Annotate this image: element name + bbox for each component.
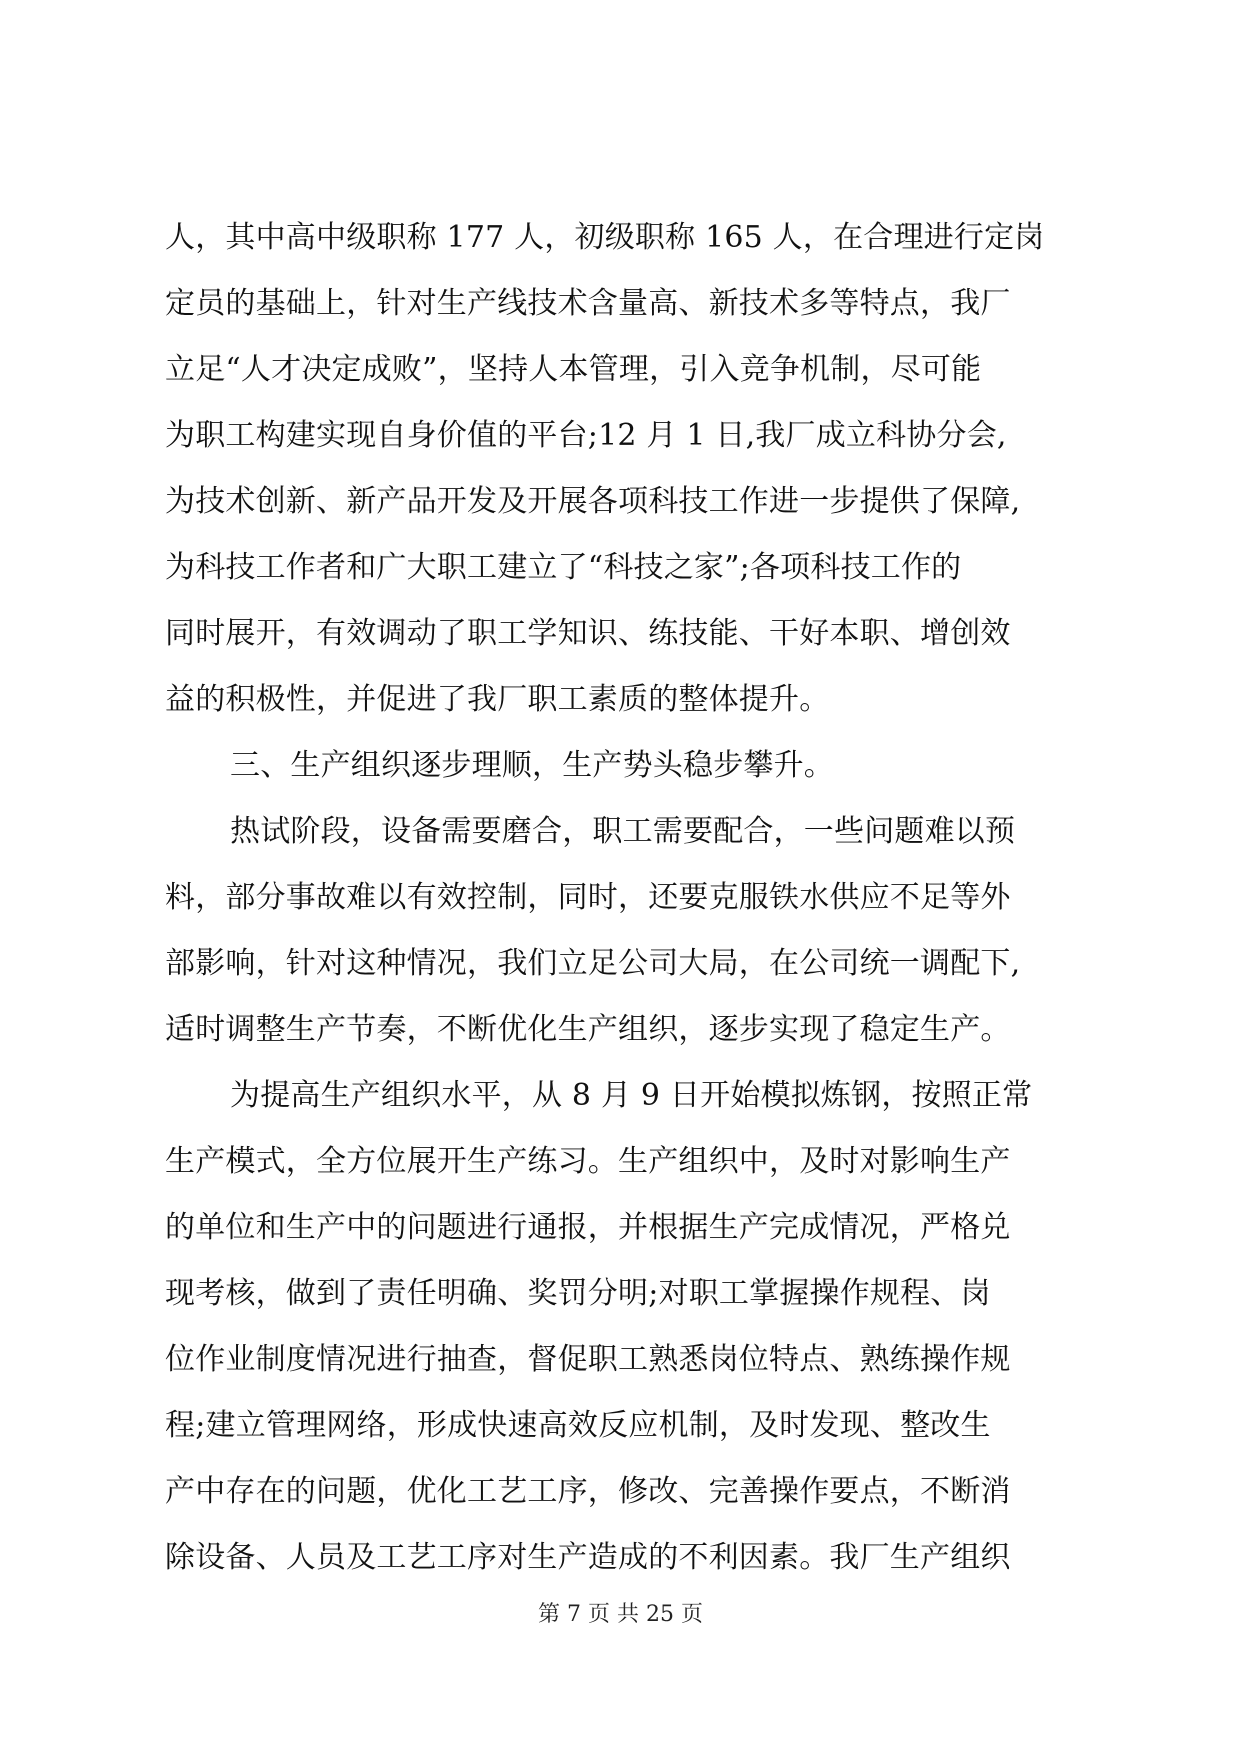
section-heading: 三、生产组织逐步理顺，生产势头稳步攀升。 <box>230 748 834 783</box>
text-line: 程;建立管理网络，形成快速高效反应机制，及时发现、整改生 <box>165 1408 991 1443</box>
text-line: 为技术创新、新产品开发及开展各项科技工作进一步提供了保障, <box>165 484 1021 519</box>
text-line: 现考核，做到了责任明确、奖罚分明;对职工掌握操作规程、岗 <box>165 1276 991 1311</box>
text-line: 定员的基础上，针对生产线技术含量高、新技术多等特点，我厂 <box>165 286 1011 321</box>
text-line: 立足“人才决定成败”，坚持人本管理，引入竞争机制，尽可能 <box>165 352 982 387</box>
page-number-footer: 第 7 页 共 25 页 <box>538 1602 703 1627</box>
text-line: 除设备、人员及工艺工序对生产造成的不利因素。我厂生产组织 <box>165 1540 1011 1575</box>
text-line: 适时调整生产节奏，不断优化生产组织，逐步实现了稳定生产。 <box>165 1012 1011 1047</box>
text-line: 热试阶段，设备需要磨合，职工需要配合，一些问题难以预 <box>230 814 1016 849</box>
text-line: 生产模式，全方位展开生产练习。生产组织中，及时对影响生产 <box>165 1144 1011 1179</box>
text-line: 人，其中高中级职称 177 人，初级职称 165 人，在合理进行定岗 <box>165 220 1045 255</box>
text-line: 为科技工作者和广大职工建立了“科技之家”;各项科技工作的 <box>165 550 962 585</box>
text-line: 益的积极性，并促进了我厂职工素质的整体提升。 <box>165 682 830 717</box>
text-line: 的单位和生产中的问题进行通报，并根据生产完成情况，严格兑 <box>165 1210 1011 1245</box>
text-line: 部影响，针对这种情况，我们立足公司大局，在公司统一调配下, <box>165 946 1021 981</box>
text-line: 位作业制度情况进行抽查，督促职工熟悉岗位特点、熟练操作规 <box>165 1342 1011 1377</box>
text-line: 同时展开，有效调动了职工学知识、练技能、干好本职、增创效 <box>165 616 1011 651</box>
text-line: 产中存在的问题，优化工艺工序，修改、完善操作要点，不断消 <box>165 1474 1011 1509</box>
text-line: 为职工构建实现自身价值的平台;12 月 1 日,我厂成立科协分会, <box>165 418 1007 453</box>
text-line: 为提高生产组织水平，从 8 月 9 日开始模拟炼钢，按照正常 <box>230 1078 1033 1113</box>
text-line: 料，部分事故难以有效控制，同时，还要克服铁水供应不足等外 <box>165 880 1011 915</box>
